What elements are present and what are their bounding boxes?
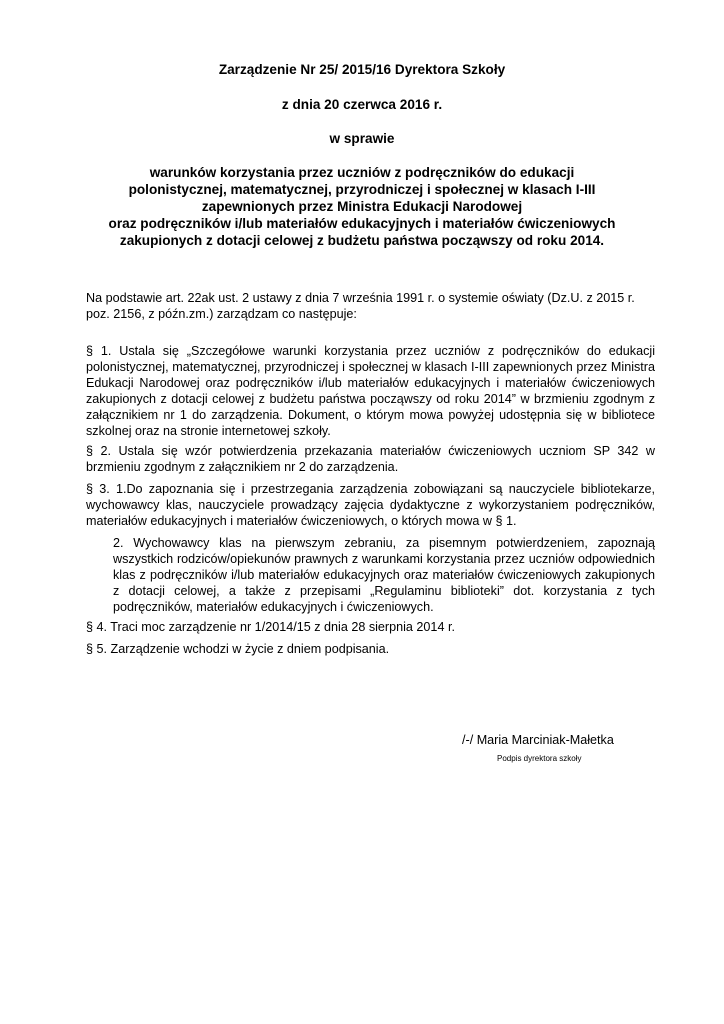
signature-caption: Podpis dyrektora szkoły	[497, 754, 582, 763]
subject-line: oraz podręczników i/lub materiałów edukacyjnych i materiałów ćwiczeniowych	[108, 216, 616, 231]
subject-line: warunków korzystania przez uczniów z podręczników do edukacji	[149, 165, 575, 180]
paragraph-1: § 1. Ustala się „Szczegółowe warunki korzystania przez uczniów z podręczników do edukacji polonistycznej, matematycznej, przyrodniczej i społecznej w klasach I-III zapewnionych przez Ministra Edukacji Narodowej oraz podręczników i/lub materiałów edukacyjnych i materiałów ćwiczeniowych zakupionych z dotacji celowej z budżetu państwa począwszy od roku 2014” w brzmieniu zgodnym z załącznikiem nr 1 do zarządzenia. Dokument, o którym mowa powyżej udostępnia się w bibliotece szkolnej oraz na stronie internetowej szkoły.	[86, 344, 655, 438]
paragraph-4: § 4. Traci moc zarządzenie nr 1/2014/15 z dnia 28 sierpnia 2014 r.	[86, 620, 455, 634]
signature-name: /-/ Maria Marciniak-Małetka	[462, 733, 614, 747]
subject-line: zapewnionych przez Ministra Edukacji Narodowej	[201, 199, 523, 214]
paragraph-3-point-1: § 3. 1.Do zapoznania się i przestrzegania zarządzenia zobowiązani są nauczyciele bibliotekarze, wychowawcy klas, nauczyciele prowadzący zajęcia dydaktyczne z wykorzystaniem podręczników, materiałów edukacyjnych i materiałów ćwiczeniowych, o których mowa w § 1.	[86, 482, 655, 528]
paragraph-5: § 5. Zarządzenie wchodzi w życie z dniem podpisania.	[86, 642, 390, 656]
document-subject	[80, 164, 644, 249]
paragraph-3-point-2: 2. Wychowawcy klas na pierwszym zebraniu, za pisemnym potwierdzeniem, zapoznają wszystkich rodziców/opiekunów prawnych z warunkami korzystania przez uczniów odpowiednich klas z podręczników i/lub materiałów edukacyjnych oraz materiałów ćwiczeniowych zakupionych z dotacji celowej, a także z przepisami „Regulaminu biblioteki” dot. korzystania z tych podręczników, materiałów edukacyjnych i ćwiczeniowych.	[113, 536, 655, 614]
document-title: Zarządzenie Nr 25/ 2015/16 Dyrektora Szkoły	[218, 62, 506, 77]
paragraph-2: § 2. Ustala się wzór potwierdzenia przekazania materiałów ćwiczeniowych uczniom SP 342 w brzmieniu zgodnym z załącznikiem nr 2 do zarządzenia.	[86, 444, 655, 474]
subject-line: polonistycznej, matematycznej, przyrodniczej i społecznej w klasach I-III	[128, 182, 596, 197]
legal-basis-intro: Na podstawie art. 22ak ust. 2 ustawy z dnia 7 września 1991 r. o systemie oświaty (Dz.U. z 2015 r. poz. 2156, z późn.zm.) zarządzam co następuje:	[86, 291, 635, 321]
document-date: z dnia 20 czerwca 2016 r.	[281, 97, 443, 112]
subject-line: zakupionych z dotacji celowej z budżetu państwa począwszy od roku 2014.	[119, 233, 605, 248]
document-regarding: w sprawie	[329, 131, 395, 146]
